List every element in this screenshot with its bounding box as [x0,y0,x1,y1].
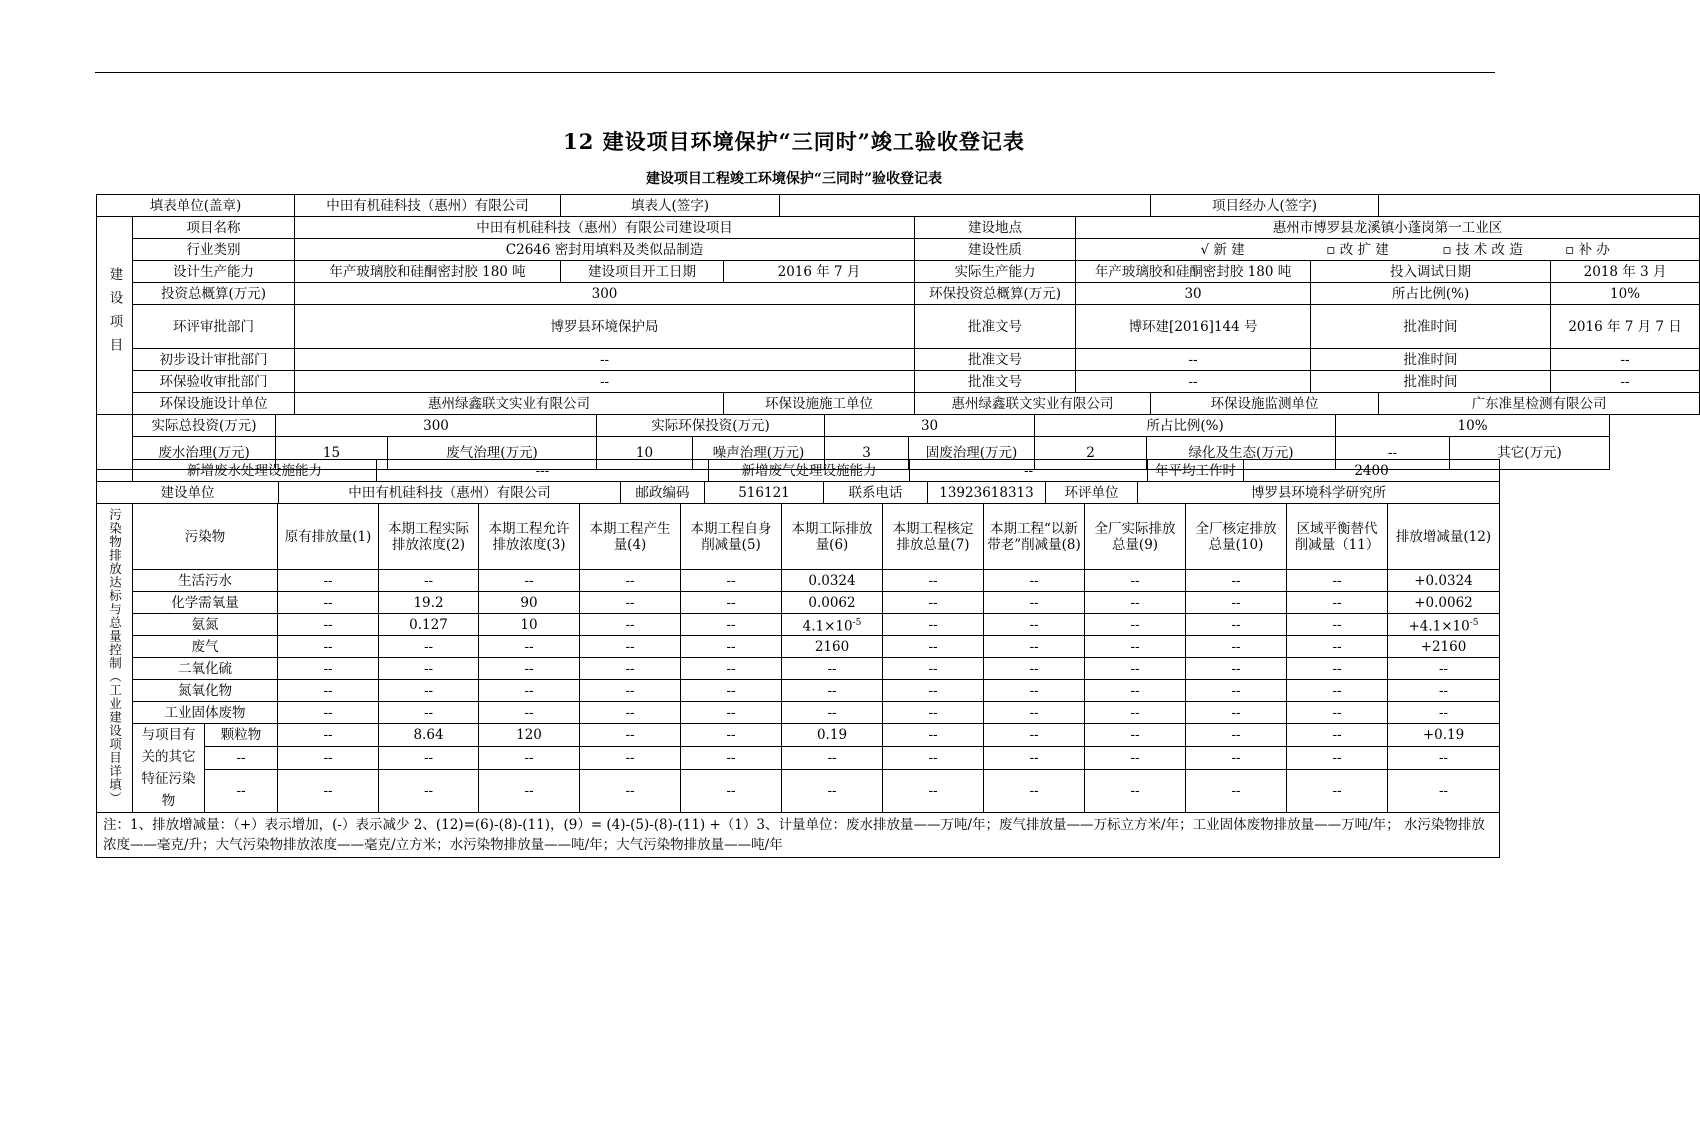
table-row [97,305,1700,349]
construct-unit-label: 环保设施施工单位 [724,393,915,415]
env-invest-label: 环保投资总概算(万元) [915,283,1076,305]
table-cell: -- [883,724,984,747]
table-row [97,680,1500,702]
table-cell: -- [883,570,984,592]
eia-no-value: 博环建[2016]144 号 [1076,305,1311,349]
table-row [97,239,1700,261]
table-cell: -- [278,658,379,680]
construct-unit-value: 惠州绿鑫联文实业有限公司 [915,393,1151,415]
gas-value: 10 [597,437,693,470]
pollutant-name: 生活污水 [133,570,278,592]
exponent: -5 [1469,617,1479,628]
table-cell: -- [278,769,379,812]
table-cell: -- [580,769,681,812]
table-cell: -- [1085,702,1186,724]
prelim-time-label: 批准时间 [1311,349,1551,371]
column-header: 本期工程允许排放浓度(3) [479,504,580,570]
table-cell: -- [479,570,580,592]
column-header: 全厂核定排放总量(10) [1186,504,1287,570]
table-row [97,261,1700,283]
table-cell: $+4.1\times 10^{-5}$ [1388,614,1500,636]
nature-options [1076,239,1700,261]
start-date-value: 2016 年 7 月 [724,261,915,283]
table-cell: -- [782,658,883,680]
table-cell: -- [278,724,379,747]
table-cell: -- [1186,769,1287,812]
accept-no-value: -- [1076,371,1311,393]
prelim-no-value: -- [1076,349,1311,371]
column-header: 原有排放量(1) [278,504,379,570]
table-cell: -- [681,570,782,592]
eia-dept-value: 博罗县环境保护局 [295,305,915,349]
table-cell: -- [984,702,1085,724]
table-row [97,460,1500,482]
eia-dept-label: 环评审批部门 [133,305,295,349]
table-row [97,769,1500,812]
table-cell: -- [1085,658,1186,680]
accept-no-label: 批准文号 [915,371,1076,393]
table-cell: -- [479,680,580,702]
monitor-unit-label: 环保设施监测单位 [1151,393,1379,415]
table-row [97,283,1700,305]
table-cell: 2160 [782,636,883,658]
nature-label: 建设性质 [915,239,1076,261]
actual-env-invest-label: 实际环保投资(万元) [597,415,825,437]
table-cell: -- [379,769,479,812]
pollutant-side-label: 污染物排放达标与总量控制（工业建设项目详填） [97,504,133,813]
table-cell: -- [984,636,1085,658]
table-note: 注：1、排放增减量：（+）表示增加，(-）表示减少 2、(12)=(6)-(8)-(11)，(9）= (4)-(5)-(8)-(11) +（1）3、计量单位：废水排放量——万吨/年；废气排放量——万标立方米/年；工业固体废物排放量——万吨/年； 水污染物排放浓度——毫克/升；大气污染物排放浓度——毫克/立方米；水污染物排放量——吨/年；大气污染物排放量——吨/年 [97,813,1500,858]
industry-value: C2646 密封用填料及类似品制造 [295,239,915,261]
document-title: 12 建设项目环境保护“三同时”竣工验收登记表 [563,129,1025,154]
column-header: 排放增减量(12) [1388,504,1500,570]
table-cell: -- [1186,592,1287,614]
table-cell: -- [984,680,1085,702]
table-cell: 0.0062 [782,592,883,614]
table-cell: -- [278,636,379,658]
capacity-table [96,459,1500,482]
table-cell: -- [883,769,984,812]
table-row [97,746,1500,769]
postcode-value: 516121 [705,482,824,504]
location-value: 惠州市博罗县龙溪镇小蓬岗第一工业区 [1076,217,1700,239]
table-cell: -- [681,769,782,812]
table-cell: -- [681,724,782,747]
accept-time-label: 批准时间 [1311,371,1551,393]
phone-value: 13923618313 [928,482,1046,504]
column-header: 本期工程产生量(4) [580,504,681,570]
table-cell: 10 [479,614,580,636]
table-cell: -- [782,769,883,812]
table-cell: -- [1287,746,1388,769]
accept-dept-value: -- [295,371,915,393]
table-cell: -- [1388,680,1500,702]
column-header: 本期工程实际排放浓度(2) [379,504,479,570]
table-cell: -- [681,702,782,724]
table-row [97,636,1500,658]
table-cell: -- [681,592,782,614]
solid-label: 固废治理(万元) [909,437,1035,470]
table-row [97,658,1500,680]
table-cell: -- [479,702,580,724]
table-cell: -- [883,614,984,636]
eia-unit-label: 环评单位 [1046,482,1138,504]
table-cell: +0.0062 [1388,592,1500,614]
table-cell: -- [782,680,883,702]
water-label: 废水治理(万元) [133,437,276,470]
table-cell: -- [580,702,681,724]
table-cell: -- [1186,658,1287,680]
table-cell: -- [580,680,681,702]
accept-time-value: -- [1551,371,1700,393]
exponent: -5 [852,617,862,628]
table-row [97,349,1700,371]
table-cell: -- [580,746,681,769]
table-cell: -- [681,680,782,702]
table-cell: -- [1186,570,1287,592]
column-header: 本期工际排放量(6) [782,504,883,570]
table-cell: $4.1\times 10^{-5}$ [782,614,883,636]
table-cell: -- [1186,680,1287,702]
table-cell: -- [984,724,1085,747]
postcode-label: 邮政编码 [621,482,705,504]
noise-label: 噪声治理(万元) [693,437,825,470]
trial-date-value: 2018 年 3 月 [1551,261,1700,283]
green-value: -- [1336,437,1450,470]
table-cell: -- [1287,614,1388,636]
table-cell: -- [278,570,379,592]
table-cell: 19.2 [379,592,479,614]
prelim-no-label: 批准文号 [915,349,1076,371]
pollutant-name: 氨氮 [133,614,278,636]
table-row [97,415,1610,437]
other-label: 其它(万元) [1450,437,1610,470]
nature-supplement: ▫ 补 办 [1565,241,1610,258]
ratio-label: 所占比例(%) [1311,283,1551,305]
table-cell: -- [1085,570,1186,592]
table-cell: -- [1287,592,1388,614]
phone-label: 联系电话 [824,482,928,504]
eia-unit-value: 博罗县环境科学研究所 [1138,482,1500,504]
new-water-cap-value: --- [377,460,709,482]
table-cell: -- [681,746,782,769]
table-cell: -- [1186,614,1287,636]
table-cell: -- [1287,724,1388,747]
table-cell: -- [580,570,681,592]
table-cell: -- [278,702,379,724]
manager-value [1379,195,1700,217]
table-cell: +0.0324 [1388,570,1500,592]
table-cell: 8.64 [379,724,479,747]
actual-invest-value: 300 [276,415,597,437]
table-cell: -- [1287,636,1388,658]
filler-label: 填表人(签字) [561,195,780,217]
table-cell: -- [1085,769,1186,812]
nature-tech: ▫ 技 术 改 造 [1442,241,1523,258]
builder-unit-label: 建设单位 [97,482,279,504]
table-cell: -- [278,746,379,769]
project-name: 中田有机硅科技（惠州）有限公司建设项目 [295,217,915,239]
column-header: 本期工程核定排放总量(7) [883,504,984,570]
table-cell: -- [278,680,379,702]
table-cell: -- [883,592,984,614]
table-cell: -- [479,769,580,812]
table-cell: -- [1085,614,1186,636]
table-cell: -- [479,746,580,769]
table-cell: -- [1388,702,1500,724]
table-cell: -- [479,636,580,658]
nature-new: √ 新 建 [1200,241,1245,258]
table-cell: -- [580,658,681,680]
new-gas-cap-value: -- [910,460,1148,482]
table-cell: -- [883,702,984,724]
invest-label: 投资总概算(万元) [133,283,295,305]
table-cell: -- [580,614,681,636]
table-row [97,371,1700,393]
pollutant-name: 废气 [133,636,278,658]
table-cell: -- [984,658,1085,680]
table-cell: -- [1085,680,1186,702]
table-cell: -- [984,746,1085,769]
table-cell: -- [1085,746,1186,769]
builder-unit-value: 中田有机硅科技（惠州）有限公司 [279,482,621,504]
column-header: 全厂实际排放总量(9) [1085,504,1186,570]
table-cell: -- [1085,636,1186,658]
side-spacer [97,460,133,482]
table-row [97,393,1700,415]
new-gas-cap-label: 新增废气处理设施能力 [709,460,910,482]
actual-capacity-label: 实际生产能力 [915,261,1076,283]
eia-no-label: 批准文号 [915,305,1076,349]
water-value: 15 [276,437,388,470]
nature-expand: ▫ 改 扩 建 [1326,241,1389,258]
trial-date-label: 投入调试日期 [1311,261,1551,283]
table-cell: 0.19 [782,724,883,747]
prelim-dept-label: 初步设计审批部门 [133,349,295,371]
pollutant-name: -- [205,746,278,769]
table-cell: 0.0324 [782,570,883,592]
table-cell: 90 [479,592,580,614]
table-cell: -- [479,658,580,680]
fill-unit-value: 中田有机硅科技（惠州）有限公司 [295,195,561,217]
actual-ratio-value: 10% [1336,415,1610,437]
table-cell: -- [379,680,479,702]
table-cell: -- [1287,769,1388,812]
table-cell: -- [379,570,479,592]
table-cell: -- [782,702,883,724]
annual-hours-label: 年平均工作时 [1148,460,1244,482]
top-rule [95,72,1495,73]
actual-invest-label: 实际总投资(万元) [133,415,276,437]
table-cell: -- [883,680,984,702]
table-cell: -- [681,614,782,636]
eia-time-label: 批准时间 [1311,305,1551,349]
table-cell: -- [1287,680,1388,702]
pollutant-name: 工业固体废物 [133,702,278,724]
filler-value [780,195,1151,217]
table-cell: -- [580,636,681,658]
green-label: 绿化及生态(万元) [1147,437,1336,470]
table-cell: -- [984,769,1085,812]
fill-unit-label: 填表单位(盖章) [97,195,295,217]
table-cell: -- [580,592,681,614]
pollutant-name: -- [205,769,278,812]
table-cell: -- [681,636,782,658]
table-cell: -- [1287,702,1388,724]
table-cell: -- [379,702,479,724]
side-spacer [97,415,133,437]
design-capacity-label: 设计生产能力 [133,261,295,283]
table-cell: -- [1186,636,1287,658]
prelim-time-value: -- [1551,349,1700,371]
table-cell: -- [883,746,984,769]
noise-value: 3 [825,437,909,470]
invest-value: 300 [295,283,915,305]
prelim-dept-value: -- [295,349,915,371]
table-cell: -- [1287,658,1388,680]
eia-time-value: 2016 年 7 月 7 日 [1551,305,1700,349]
table-cell: -- [1085,724,1186,747]
table-cell: -- [379,658,479,680]
new-water-cap-label: 新增废水处理设施能力 [133,460,377,482]
table-cell: -- [1085,592,1186,614]
start-date-label: 建设项目开工日期 [561,261,724,283]
table-row [97,702,1500,724]
table-cell: -- [1186,746,1287,769]
pollutant-table [96,503,1500,858]
table-cell: +2160 [1388,636,1500,658]
table-cell: -- [984,592,1085,614]
gas-label: 废气治理(万元) [388,437,597,470]
table-row [97,217,1700,239]
annual-hours-value: 2400 [1244,460,1500,482]
industry-label: 行业类别 [133,239,295,261]
other-pollutant-group-label: 与项目有关的其它特征污染物 [133,724,205,813]
column-header: 污染物 [133,504,278,570]
pollutant-name: 颗粒物 [205,724,278,747]
pollutant-name: 氮氧化物 [133,680,278,702]
column-header: 区域平衡替代削减量（11） [1287,504,1388,570]
builder-table [96,481,1500,504]
table-cell: -- [1186,724,1287,747]
column-header: 本期工程“以新带老”削减量(8) [984,504,1085,570]
table-row [97,195,1700,217]
table-row [97,482,1500,504]
note-row [97,813,1500,858]
design-unit-value: 惠州绿鑫联文实业有限公司 [295,393,724,415]
table-cell: -- [883,636,984,658]
header-row [97,504,1500,570]
monitor-unit-value: 广东准星检测有限公司 [1379,393,1700,415]
manager-label: 项目经办人(签字) [1151,195,1379,217]
accept-dept-label: 环保验收审批部门 [133,371,295,393]
table-cell: -- [1388,658,1500,680]
table-cell: -- [1287,570,1388,592]
table-cell: -- [782,746,883,769]
design-capacity-value: 年产玻璃胶和硅酮密封胶 180 吨 [295,261,561,283]
solid-value: 2 [1035,437,1147,470]
design-unit-label: 环保设施设计单位 [133,393,295,415]
table-cell: -- [984,570,1085,592]
table-cell: -- [1186,702,1287,724]
location-label: 建设地点 [915,217,1076,239]
table-cell: +0.19 [1388,724,1500,747]
actual-ratio-label: 所占比例(%) [1035,415,1336,437]
actual-capacity-value: 年产玻璃胶和硅酮密封胶 180 吨 [1076,261,1311,283]
pollutant-name: 化学需氧量 [133,592,278,614]
project-info-table [96,194,1700,415]
table-cell: 120 [479,724,580,747]
table-cell: -- [681,658,782,680]
table-cell: -- [984,614,1085,636]
pollutant-name: 二氧化硫 [133,658,278,680]
table-cell: -- [1388,746,1500,769]
table-cell: -- [278,614,379,636]
project-side-label: 建设项目 [97,217,133,415]
ratio-value: 10% [1551,283,1700,305]
env-invest-value: 30 [1076,283,1311,305]
table-cell: -- [278,592,379,614]
table-row [97,614,1500,636]
document-subtitle: 建设项目工程竣工环境保护“三同时”验收登记表 [645,171,943,187]
table-cell: -- [379,746,479,769]
table-cell: -- [1388,769,1500,812]
table-cell: -- [883,658,984,680]
table-row [97,724,1500,747]
table-cell: 0.127 [379,614,479,636]
table-cell: -- [580,724,681,747]
column-header: 本期工程自身削减量(5) [681,504,782,570]
table-cell: -- [379,636,479,658]
table-row [97,592,1500,614]
actual-env-invest-value: 30 [825,415,1035,437]
table-row [97,570,1500,592]
project-name-label: 项目名称 [133,217,295,239]
